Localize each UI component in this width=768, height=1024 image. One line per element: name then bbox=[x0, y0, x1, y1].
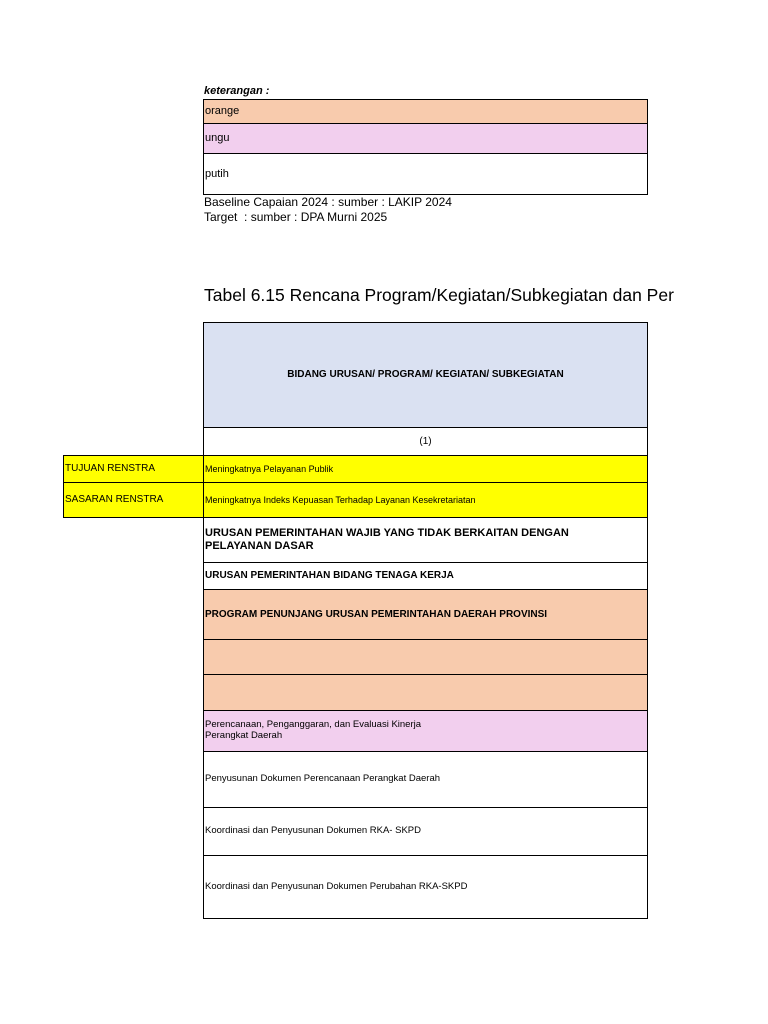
tujuan-value: Meningkatnya Pelayanan Publik bbox=[205, 463, 334, 474]
urusan-wajib-label: URUSAN PEMERINTAHAN WAJIB YANG TIDAK BERKAITAN DENGAN PELAYANAN DASAR bbox=[205, 527, 569, 552]
program-label: PROGRAM PENUNJANG URUSAN PEMERINTAHAN DAERAH PROVINSI bbox=[205, 608, 548, 620]
sasaran-value: Meningkatnya Indeks Kepuasan Terhadap Layanan Kesekretariatan bbox=[205, 494, 476, 505]
urusan-tenaga-kerja-row bbox=[203, 562, 648, 590]
sasaran-value-cell bbox=[203, 482, 648, 518]
subkegiatan-row-1 bbox=[203, 751, 648, 808]
program-row bbox=[203, 589, 648, 640]
legend-putih-label: putih bbox=[205, 167, 229, 180]
table-title: Tabel 6.15 Rencana Program/Kegiatan/Subkegiatan dan Per bbox=[204, 285, 674, 305]
sasaran-label-cell bbox=[63, 482, 204, 518]
program-empty-row-2 bbox=[203, 674, 648, 711]
kegiatan-row bbox=[203, 710, 648, 752]
legend-putih bbox=[203, 153, 648, 195]
table-header bbox=[203, 322, 648, 428]
tujuan-value-cell bbox=[203, 455, 648, 483]
tujuan-label: TUJUAN RENSTRA bbox=[65, 463, 156, 475]
column-number-label: (1) bbox=[419, 435, 432, 447]
kegiatan-label: Perencanaan, Penganggaran, dan Evaluasi Kinerja Perangkat Daerah bbox=[205, 719, 422, 741]
table-header-label: BIDANG URUSAN/ PROGRAM/ KEGIATAN/ SUBKEGIATAN bbox=[287, 369, 564, 381]
subkegiatan-label-3: Koordinasi dan Penyusunan Dokumen Perubahan RKA-SKPD bbox=[205, 880, 468, 892]
subkegiatan-label-2: Koordinasi dan Penyusunan Dokumen RKA- SKPD bbox=[205, 825, 421, 837]
urusan-tenaga-kerja-label: URUSAN PEMERINTAHAN BIDANG TENAGA KERJA bbox=[205, 570, 454, 582]
legend-orange bbox=[203, 99, 648, 124]
subkegiatan-row-2 bbox=[203, 807, 648, 856]
program-empty-row-1 bbox=[203, 639, 648, 675]
legend-ungu bbox=[203, 123, 648, 154]
tujuan-label-cell bbox=[63, 455, 204, 483]
baseline-note: Baseline Capaian 2024 : sumber : LAKIP 2024 bbox=[204, 195, 452, 209]
legend-ungu-label: ungu bbox=[205, 132, 230, 145]
subkegiatan-row-3 bbox=[203, 855, 648, 919]
target-note: Target : sumber : DPA Murni 2025 bbox=[204, 210, 388, 224]
legend-title: keterangan : bbox=[204, 85, 270, 97]
legend-orange-label: orange bbox=[205, 105, 240, 118]
column-number bbox=[203, 427, 648, 456]
subkegiatan-label-1: Penyusunan Dokumen Perencanaan Perangkat Daerah bbox=[205, 773, 441, 785]
sasaran-label: SASARAN RENSTRA bbox=[65, 494, 164, 506]
urusan-wajib-row bbox=[203, 517, 648, 563]
